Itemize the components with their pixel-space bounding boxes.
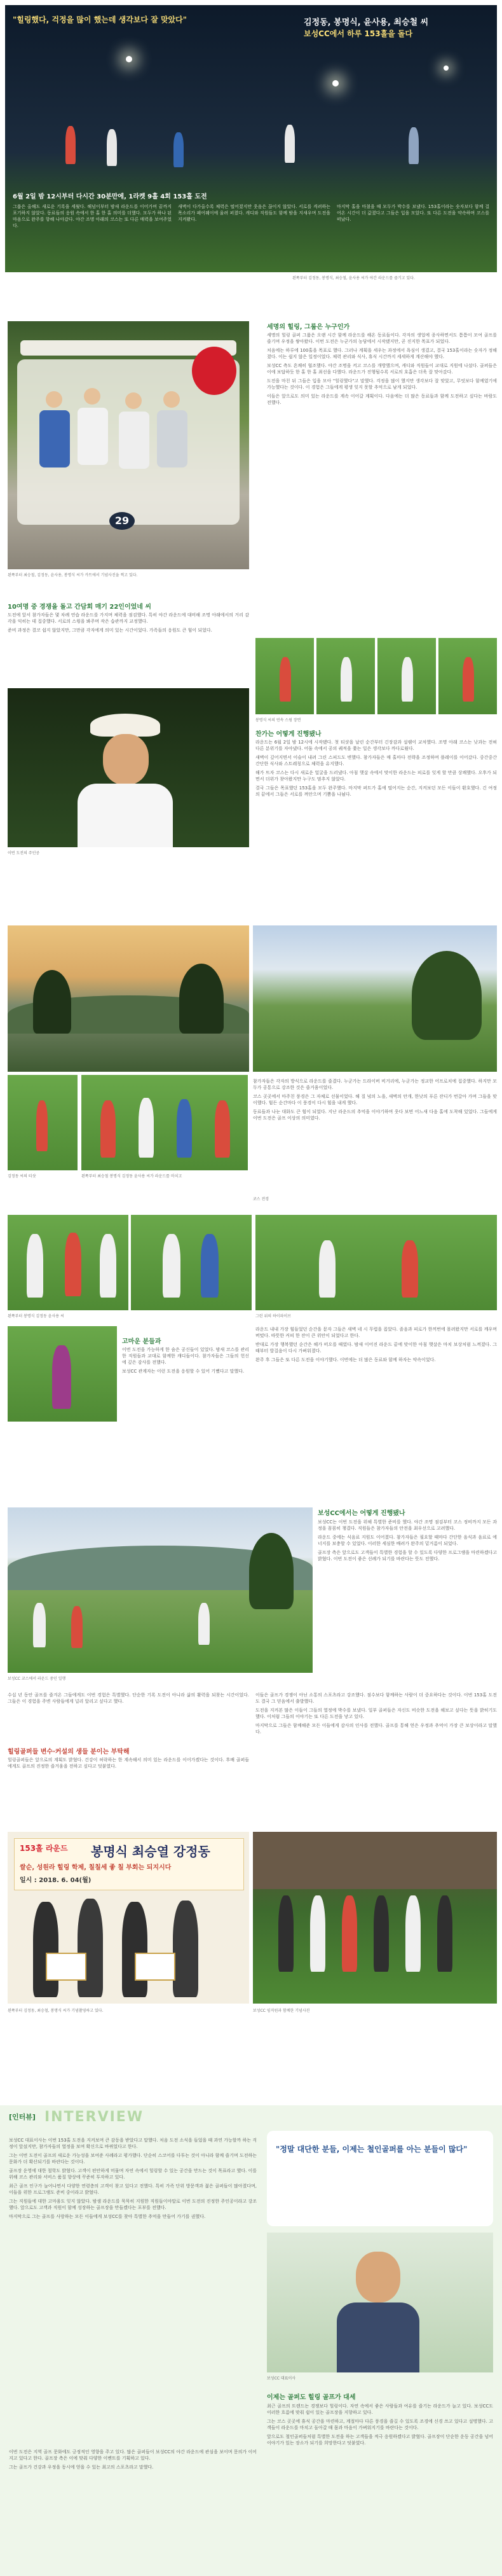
section4-heading: 힐링골퍼들 변수·커설의 생들 분이는 부탁해 xyxy=(8,1748,130,1755)
photo-background xyxy=(255,1215,497,1310)
section4-body-right: 이들은 골프가 경쟁이 아닌 소통의 스포츠라고 강조했다. 점수보다 함께하는 사람이 더 중요하다는 것이다. 이번 153홀 도전도 결국 그 믿음에서 출발했다. 도전을 지켜본 많은 이들이 그들의 열정에 박수를 보냈다. 일부 골퍼들은 자신도 비슷한 도전을 해보고 싶다는 뜻을 밝히기도 했다. 이처럼 그들의 이야기는 또 다른 도전을 낳고 있다. 마지막으로 그들은 함께해준 모든 이들에게 감사의 인사를 전했다. 골프를 통해 얻은 우정과 추억이 가장 큰 보상이라고 말했다. xyxy=(255,1693,497,1735)
person-figure xyxy=(310,1895,325,1972)
person-figure xyxy=(173,1901,198,1997)
cart-photo xyxy=(8,321,249,569)
golfer-figure xyxy=(33,1603,46,1647)
banner-names: 봉명식 최승열 강정동 xyxy=(91,1844,210,1859)
portrait-face xyxy=(103,734,149,785)
interview-caption: 보성CC 대표이사 xyxy=(267,2376,296,2381)
swing-photo-2 xyxy=(316,638,375,714)
trio-caption: 왼쪽부터 봉명식 김정동 윤사용 씨 xyxy=(8,1314,64,1319)
banner-round: 153홀 라운드 xyxy=(20,1844,68,1853)
swing-photo-4 xyxy=(438,638,497,714)
golfer-figure xyxy=(402,657,413,702)
portrait-hat xyxy=(90,714,160,737)
person-figure xyxy=(65,1233,81,1296)
portrait-photo xyxy=(8,688,249,847)
portrait-face xyxy=(356,2252,400,2302)
interview-tag: [인터뷰] xyxy=(9,2113,36,2121)
course-photo xyxy=(8,1507,313,1673)
section3-body2: 보성CC는 이번 도전을 위해 특별한 준비를 했다. 야간 조명 점검부터 코스 정비까지 모든 과정을 꼼꼼히 챙겼다. 직원들은 참가자들의 안전을 최우선으로 고려했다. 라운드 중에는 식음료 지원도 이어졌다. 참가자들은 필요할 때마다 간단한 음식과 음료로 에너지를 보충할 수 있었다. 이러한 세심한 배려가 완주의 밑거름이 되었다. 골프장 측은 앞으로도 고객들이 특별한 경험을 할 수 있도록 다양한 프로그램을 마련하겠다고 밝혔다. 이번 도전이 좋은 선례가 되기를 바란다는 뜻도 전했다. xyxy=(318,1520,497,1562)
person-body xyxy=(157,410,187,467)
tree-silhouette xyxy=(249,1533,294,1609)
tee-caption: 김정동 씨의 티샷 xyxy=(8,1174,36,1179)
hero-subtitle: 보성CC에서 하루 153홀을 돌다 xyxy=(304,29,413,38)
person-figure xyxy=(139,1098,154,1158)
person-head xyxy=(84,388,100,405)
group-caption: 왼쪽부터 최승철 봉명식 김정동 윤사용 씨가 라운드를 마치고 xyxy=(81,1174,182,1179)
section1-body: 세명의 힐링 골퍼 그룹은 오랜 시간 함께 라운드를 해온 동료들이다. 각자의 생업에 종사하면서도 틈틈이 모여 골프를 즐기며 우정을 쌓아왔다. 이번 도전은 누군가의 농담에서 시작됐지만, 곧 진지한 목표가 되었다. 처음에는 하루에 100홀을 목표로 했다. 그러나 계획을 세우는 과정에서 욕심이 생겼고, 결국 153홀이라는 숫자가 정해졌다. 이는 쉽지 않은 일정이었다. 체력 관리와 식사, 휴식 시간까지 세세하게 계산해야 했다. 보성CC 측도 흔쾌히 협조했다. 야간 조명을 켜고 코스를 개방했으며, 캐디와 직원들이 교대로 지원에 나섰다. 골퍼들은 이에 보답하듯 한 홀 한 홀 최선을 다했다. 라운드가 진행될수록 서로의 호흡은 더욱 잘 맞아갔다. 도전을 마친 뒤 그들은 입을 모아 "힐링했다"고 말했다. 걱정을 많이 했지만 생각보다 잘 맞았고, 무엇보다 함께였기에 가능했다는 것이다. 이 경험은 그들에게 평생 잊지 못할 추억으로 남게 되었다. 이들은 앞으로도 의미 있는 라운드를 계속 이어갈 계획이다. 다음에는 더 많은 동료들과 함께 도전하고 싶다는 바람도 전했다. xyxy=(267,333,497,405)
banner-sub: 쌀순, 성원라 힐링 학제, 칠칠세 좋 칠 부회는 되지시다 xyxy=(20,1864,172,1871)
golfer-figure xyxy=(285,125,295,163)
celebration-photo xyxy=(8,1326,117,1422)
person-figure xyxy=(52,1345,71,1409)
section1-body2: 도전에 앞서 참가자들은 몇 차례 연습 라운드를 가지며 체력을 점검했다. 특히 야간 라운드에 대비해 조명 아래에서의 거리 감각을 익히는 데 집중했다. 서로의 스윙을 봐주며 작은 습관까지 교정했다. 준비 과정은 결코 쉽지 않았지만, 그만큼 각자에게 의미 있는 시간이었다. 가족들의 응원도 큰 힘이 되었다. xyxy=(8,613,249,633)
interview-quote: "정말 대단한 분들, 이제는 철인골퍼를 아는 분들이 많다" xyxy=(276,2145,468,2154)
person-figure xyxy=(201,1234,219,1298)
ceremony-caption-left: 왼쪽부터 김정동, 최승철, 봉명식 씨가 기념촬영하고 있다. xyxy=(8,2009,104,2013)
cart-caption: 왼쪽부터 최승철, 김정동, 윤사용, 봉명식 씨가 카트에서 기념사진을 찍고 있다. xyxy=(8,573,138,578)
interview-quote-box xyxy=(267,2131,493,2226)
person-figure xyxy=(374,1895,389,1972)
section1-heading: 세명의 힐링, 그룹은 누구인가 xyxy=(267,324,350,331)
person-figure xyxy=(319,1240,336,1298)
ceremony-photo-left xyxy=(8,1832,249,2004)
trio-photo xyxy=(8,1215,128,1310)
section3-heading2: 보성CC에서는 어떻게 진행됐나 xyxy=(318,1510,405,1517)
hero-section xyxy=(5,5,497,272)
section2-body: 참가자들은 각자의 방식으로 라운드를 즐겼다. 누군가는 드라이버 비거리에, 누군가는 정교한 어프로치에 집중했다. 하지만 모두가 공통으로 강조한 것은 즐거움이었다. 코스 곳곳에서 마주친 풍경은 그 자체로 선물이었다. 해 질 녘의 노을, 새벽의 안개, 한낮의 푸른 잔디가 번갈아 가며 그들을 맞이했다. 힘든 순간마다 이 풍경이 다시 힘을 내게 했다. 동료들과 나눈 대화도 큰 힘이 되었다. 지난 라운드의 추억을 이야기하며 웃다 보면 어느새 다음 홀에 도착해 있었다. 그들에게 이번 도전은 골프 이상의 의미였다. xyxy=(253,1079,497,1121)
certificate xyxy=(135,1953,175,1981)
person-figure xyxy=(122,1902,147,1997)
portrait-caption: 이번 도전의 주인공 xyxy=(8,851,40,855)
person-figure xyxy=(78,1899,103,1997)
interview-body-left: 보성CC 대표이사는 이번 153홀 도전을 지켜보며 큰 감동을 받았다고 말했다. 처음 도전 소식을 들었을 때 과연 가능할까 하는 걱정이 앞섰지만, 참가자들의 열정을 보며 확신으로 바뀌었다고 한다. 그는 이번 도전이 골프의 새로운 가능성을 보여준 사례라고 평가했다. 단순히 스코어를 다투는 것이 아니라 함께 즐기며 도전하는 문화가 더 확산되기를 바란다는 것이다. 골프장 운영에 대한 철학도 밝혔다. 고객이 편안하게 머물며 자연 속에서 힐링할 수 있는 공간을 만드는 것이 목표라고 했다. 이를 위해 코스 관리와 서비스 품질 향상에 꾸준히 투자하고 있다. 최근 골프 인구가 늘어나면서 다양한 연령층의 고객이 찾고 있다고 전했다. 특히 가족 단위 방문객과 젊은 골퍼들이 많아졌다며, 이들을 위한 프로그램도 준비 중이라고 밝혔다. 그는 직원들에 대한 고마움도 잊지 않았다. 밤샘 라운드를 묵묵히 지원한 직원들이야말로 이번 도전의 진정한 주인공이라고 강조했다. 앞으로도 고객과 직원이 함께 성장하는 골프장을 만들겠다는 포부를 전했다. 마지막으로 그는 골프를 사랑하는 모든 이들에게 보성CC를 찾아 특별한 추억을 만들어 가기를 권했다. xyxy=(9,2138,257,2219)
person-figure xyxy=(177,1099,192,1158)
cart-number-plate: 29 xyxy=(109,512,135,530)
swing-photo-1 xyxy=(255,638,314,714)
golfer-figure xyxy=(107,129,117,166)
golfer-figure xyxy=(198,1603,210,1645)
interview-heading2: 이제는 골퍼도 힐링 골프가 대세 xyxy=(267,2394,356,2401)
person-figure xyxy=(33,1902,58,1997)
floodlight xyxy=(332,80,339,87)
tree-silhouette xyxy=(179,964,224,1034)
photo-background xyxy=(131,1215,252,1310)
green-photo xyxy=(255,1215,497,1310)
floodlight xyxy=(126,56,132,62)
person-figure xyxy=(27,1234,43,1298)
banner-date: 일시 : 2018. 6. 04(월) xyxy=(20,1877,92,1884)
ceremony-photo-right xyxy=(253,1832,497,2004)
person-figure xyxy=(437,1895,452,1972)
section3-heading: 고마운 분들과 xyxy=(122,1338,161,1345)
tee-photo xyxy=(8,1075,78,1170)
hero-body-mid: 새벽이 다가올수록 체력은 떨어졌지만 웃음은 끊이지 않았다. 서로를 격려하는 목소리가 페어웨이에 울려 퍼졌다. 캐디와 직원들도 함께 밤을 지새우며 도전을 지켜봤다. xyxy=(178,204,330,222)
hero-date-line: 6월 2일 밤 12시부터 다시간 30분만에, 1라켓 9홀 4회 153홀 도전 xyxy=(13,193,207,200)
section4-body-left: 수십 년 동안 골프를 즐겨온 그들에게도 이번 경험은 특별했다. 단순한 기록 도전이 아니라 삶의 활력을 되찾는 시간이었다. 그들은 이 경험을 주변 사람들에게 널리 알리고 싶다고 했다. xyxy=(8,1693,249,1704)
hero-quote: "힐링했다, 걱정을 많이 했는데 생각보다 잘 맞았다" xyxy=(13,15,187,24)
golfer-figure xyxy=(280,657,291,702)
swing-photo-3 xyxy=(377,638,436,714)
golfer-figure xyxy=(36,1100,48,1151)
ceremony-caption-right: 보성CC 임직원과 함께한 기념사진 xyxy=(253,2009,310,2013)
section1-body3: 라운드는 6월 2일 밤 12시에 시작됐다. 첫 티샷을 날린 순간부터 긴장감과 설렘이 교차했다. 조명 아래 코스는 낮과는 전혀 다른 분위기를 자아냈다. 어둠 속에서 공의 궤적을 쫓는 일은 생각보다 까다로웠다. 새벽이 깊어지면서 이슬이 내려 그린 스피드도 변했다. 참가자들은 매 홀마다 전략을 조정하며 플레이를 이어갔다. 중간중간 간단한 식사와 스트레칭으로 체력을 유지했다. 해가 뜨자 코스는 다시 새로운 얼굴을 드러냈다. 아침 햇살 속에서 맞이한 라운드는 피로를 잊게 할 만큼 상쾌했다. 오후가 되면서 더위가 찾아왔지만 누구도 멈추지 않았다. 결국 그들은 목표했던 153홀을 모두 완주했다. 마지막 퍼트가 홀에 떨어지는 순간, 지켜보던 모든 이들이 환호했다. 긴 여정의 끝에서 그들은 서로를 껴안으며 기쁨을 나눴다. xyxy=(255,740,497,797)
person-figure xyxy=(405,1895,421,1972)
landscape-caption: 코스 전경 xyxy=(253,1197,269,1201)
golfer-figure xyxy=(463,657,474,702)
hero-caption: 왼쪽부터 김정동, 봉명식, 최승철, 윤사용 씨가 야간 라운드를 즐기고 있다. xyxy=(292,276,415,280)
swing-caption: 봉명식 씨의 연속 스윙 장면 xyxy=(255,718,301,723)
interview-body-mid: 이번 도전은 지역 골프 문화에도 긍정적인 영향을 주고 있다. 많은 골퍼들이 보성CC의 야간 라운드에 관심을 보이며 문의가 이어지고 있다고 한다. 골프장 측은 이에 맞춰 다양한 이벤트를 기획하고 있다. 그는 골프가 건강과 우정을 동시에 얻을 수 있는 최고의 스포츠라고 말했다. xyxy=(9,2449,257,2470)
person-body xyxy=(119,412,149,469)
group-photo xyxy=(81,1075,248,1170)
interview-portrait xyxy=(267,2233,493,2372)
golfer-figure xyxy=(65,126,76,164)
interview-body-right: 최근 골프의 트렌드는 경쟁보다 힐링이다. 자연 속에서 좋은 사람들과 여유를 즐기는 라운드가 늘고 있다. 보성CC도 이러한 흐름에 맞춰 쉼이 있는 골프장을 지향하고 있다. 그는 코스 곳곳에 휴식 공간을 마련하고, 계절마다 다른 풍경을 즐길 수 있도록 조경에 신경 쓰고 있다고 설명했다. 고객들이 라운드를 마치고 돌아갈 때 몸과 마음이 가벼워지기를 바란다는 것이다. 앞으로도 철인골퍼들처럼 특별한 도전을 하는 고객들을 적극 응원하겠다고 밝혔다. 골프장이 단순한 운동 공간을 넘어 이야기가 있는 장소가 되기를 희망한다고 덧붙였다. xyxy=(267,2404,493,2446)
tree-silhouette xyxy=(33,970,71,1034)
person-head xyxy=(46,391,62,408)
person-body xyxy=(78,408,108,465)
person-head xyxy=(163,391,180,408)
section3-body-right: 라운드 내내 가장 힘들었던 순간을 묻자 그들은 새벽 네 시 무렵을 꼽았다. 졸음과 피로가 한꺼번에 몰려왔지만 서로를 깨우며 버텼다. 따뜻한 커피 한 잔이 큰 위안이 되었다고 한다. 반대로 가장 행복했던 순간은 해가 떠오를 때였다. 밤새 이어진 라운드 끝에 맞이한 아침 햇살은 마치 보상처럼 느껴졌다. 그때부터 발걸음이 다시 가벼워졌다. 완주 후 그들은 또 다른 도전을 이야기했다. 이번에는 더 많은 동료와 함께 하자는 약속이었다. xyxy=(255,1327,497,1362)
person-figure xyxy=(342,1895,357,1972)
hero-body-right: 마지막 홀을 마쳤을 때 모두가 박수를 보냈다. 153홀이라는 숫자보다 함께 걸어온 시간이 더 값졌다고 그들은 입을 모았다. 또 다른 도전을 약속하며 코스를 떠났다. xyxy=(337,204,489,222)
building xyxy=(253,1832,497,1889)
person-figure xyxy=(215,1100,230,1158)
interview-section xyxy=(0,2105,502,2576)
course-caption: 보성CC 코스에서 라운드 중인 일행 xyxy=(8,1677,66,1681)
section1-heading3: 찬가는 어떻게 진행됐나 xyxy=(255,731,322,738)
person-figure xyxy=(100,1100,116,1158)
landscape-photo-2 xyxy=(253,925,497,1072)
tree-silhouette xyxy=(412,951,482,1040)
balloon xyxy=(192,347,236,395)
certificate xyxy=(46,1953,86,1981)
golfer-figure xyxy=(173,132,184,167)
golfer-figure xyxy=(71,1606,83,1648)
golfer-figure xyxy=(409,127,419,164)
interview-title: INTERVIEW xyxy=(44,2109,144,2125)
floodlight xyxy=(444,66,449,71)
person-figure xyxy=(163,1234,180,1298)
person-body xyxy=(39,410,70,467)
portrait-body xyxy=(337,2302,419,2372)
landscape-photo-1 xyxy=(8,925,249,1072)
golfer-figure xyxy=(341,657,352,702)
banner xyxy=(14,1838,244,1890)
person-figure xyxy=(100,1234,116,1298)
person-figure xyxy=(278,1895,294,1972)
green-caption: 그린 위의 하이파이브 xyxy=(255,1314,291,1319)
person-head xyxy=(125,392,142,409)
section4-body-left2: 힐링골퍼들은 앞으로의 계획도 밝혔다. 건강이 허락하는 한 계속해서 의미 있는 라운드를 이어가겠다는 것이다. 후배 골퍼들에게도 골프의 진정한 즐거움을 전하고 싶다고 덧붙였다. xyxy=(8,1757,249,1769)
portrait-body xyxy=(78,784,173,847)
hero-body-left: 그룹은 올해도 새로운 기록을 세웠다. 해넘이부터 밤새 라운드를 이어가며 끝까지 포기하지 않았다. 동료들의 응원 속에서 한 홀 한 홀 의미를 더했다. 모두가 하나 된 마음으로 완주를 향해 나아갔다. 야간 조명 아래의 코스는 또 다른 매력을 보여주었다. xyxy=(13,204,172,228)
section3-body: 이번 도전을 가능하게 한 숨은 공신들이 있었다. 밤새 코스를 관리한 직원들과 교대로 함께한 캐디들이다. 참가자들은 그들의 헌신에 깊은 감사를 전했다. 보성CC 관계자는 이런 도전을 응원할 수 있어 기뻤다고 말했다. xyxy=(122,1347,249,1374)
person-figure xyxy=(402,1240,418,1298)
section1-heading2: 10여명 중 경쟁을 돌고 간담회 매기 22인이었네 씨 xyxy=(8,604,152,611)
duo-photo xyxy=(131,1215,252,1310)
hero-title-names: 김정동, 봉명식, 윤사용, 최승철 씨 xyxy=(304,18,429,27)
